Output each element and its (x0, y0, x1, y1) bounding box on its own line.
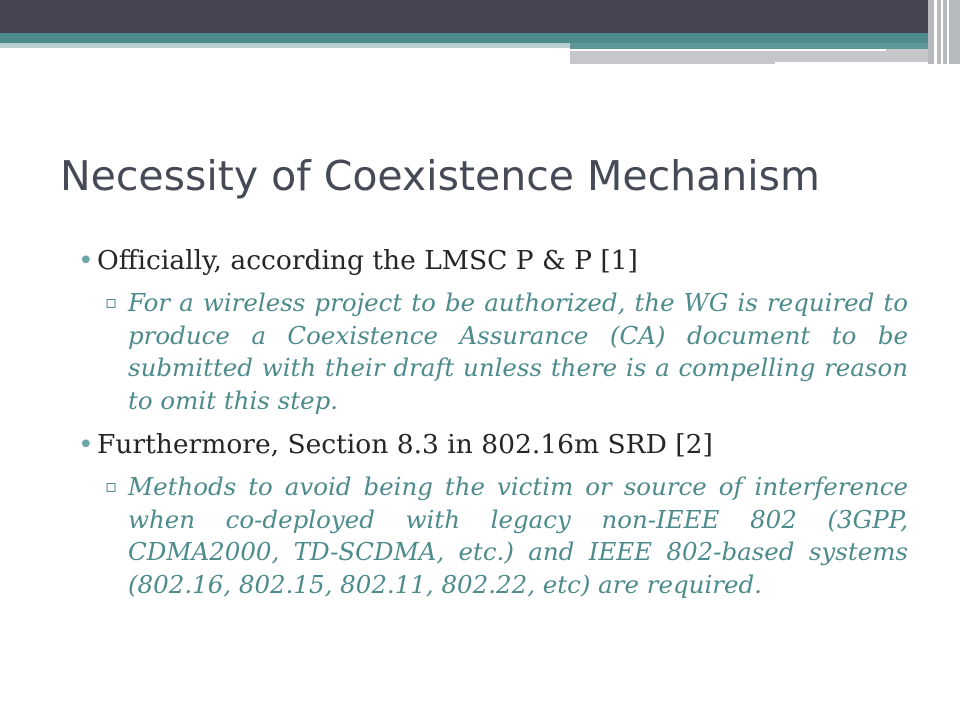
banner-dark-bar (0, 0, 960, 33)
bullet-text: Officially, according the LMSC P & P [1] (97, 245, 638, 276)
banner-right-gap (934, 0, 937, 64)
banner-right-gap (941, 0, 943, 64)
slide-body (78, 244, 908, 601)
sub-bullet-text: For a wireless project to be authorized, the WG is required to produce a Coexistence Assurance (CA) document to be submitted with their draft unless there is a compelling reason to omit this step. (128, 288, 908, 415)
sub-bullet-square-icon: ▫ (105, 476, 118, 497)
bullet-text: Furthermore, Section 8.3 in 802.16m SRD [2] (97, 429, 713, 460)
sub-bullet-item (78, 287, 908, 417)
banner-light-stripe (0, 43, 570, 48)
slide-title: Necessity of Coexistence Mechanism (60, 152, 820, 200)
banner-teal-stripe (0, 33, 960, 43)
sub-bullet-text: Methods to avoid being the victim or source of interference when co-deployed with legacy non-IEEE 802 (3GPP, CDMA2000, TD-SCDMA, etc.) and IEEE 802-based systems (802.16, 802.15, 802.11, 802.22, etc) are required. (128, 472, 908, 599)
bullet-dot-icon: • (78, 429, 94, 460)
bullet-item (78, 428, 908, 462)
sub-bullet-item (78, 471, 908, 601)
banner-right-bars (928, 0, 960, 64)
bullet-dot-icon: • (78, 245, 94, 276)
banner-white-line (570, 49, 886, 51)
banner-right-gap (947, 0, 949, 64)
sub-bullet-square-icon: ▫ (105, 292, 118, 313)
bullet-item (78, 244, 908, 278)
